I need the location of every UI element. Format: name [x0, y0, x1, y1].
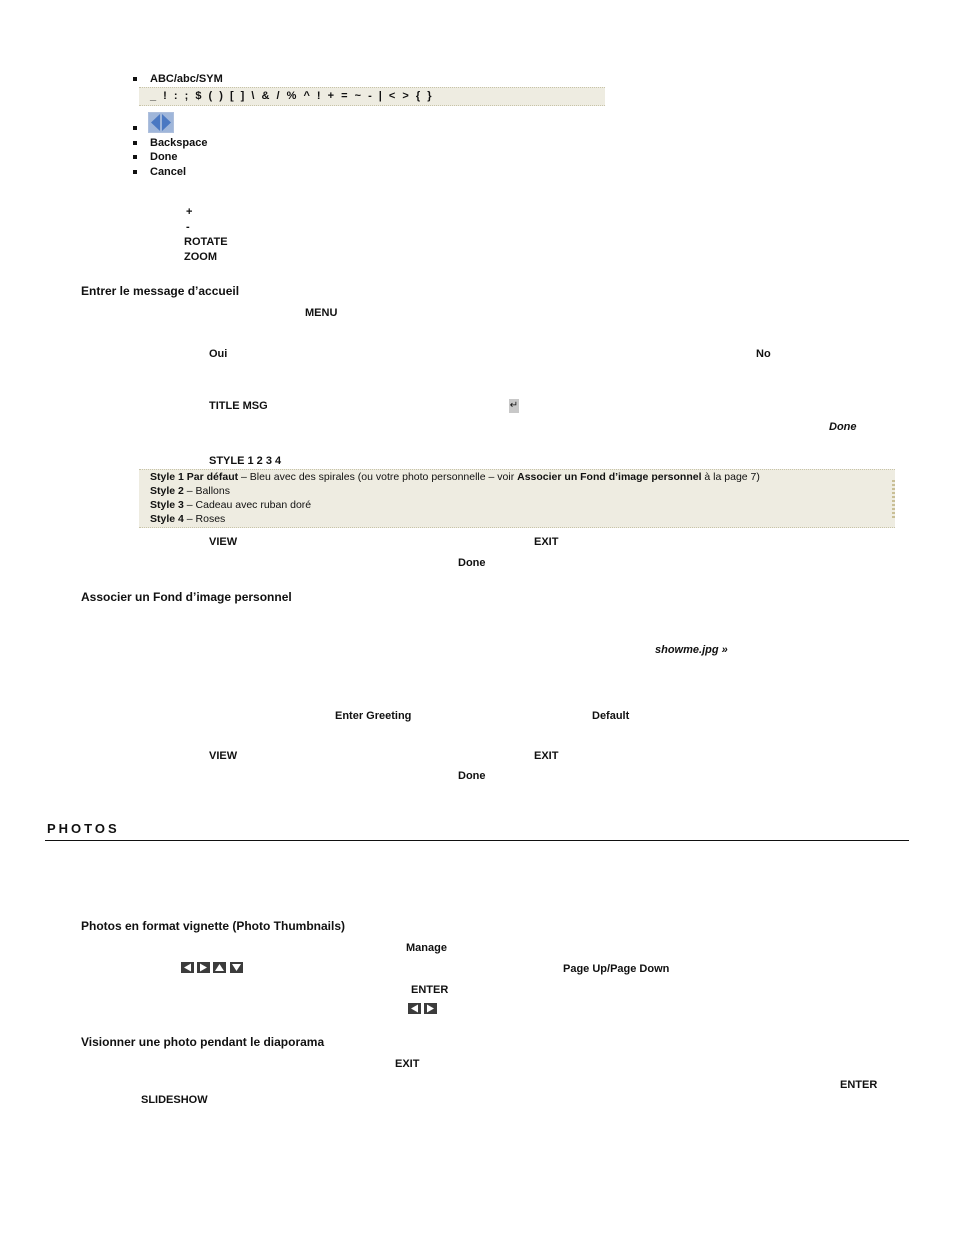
done-italic-label: Done — [829, 421, 857, 433]
rotate-label: ROTATE — [184, 236, 228, 248]
style-desc-end: à la page 7) — [701, 471, 760, 483]
bullet — [133, 155, 137, 159]
style-name: Style 3 — [150, 499, 184, 511]
yes-label: Oui — [209, 348, 228, 360]
right-arrow-icon — [197, 962, 210, 973]
style-desc: – Bleu avec des spirales (ou votre photo personnelle – voir — [238, 471, 518, 483]
symbol-row-box — [139, 87, 605, 106]
style-desc: – Roses — [183, 513, 226, 525]
down-arrow-icon — [230, 962, 243, 973]
left-arrow-icon — [408, 1003, 421, 1014]
done-label: Done — [150, 151, 178, 163]
style-name: Style 2 — [150, 485, 184, 497]
minus-label: - — [186, 221, 190, 233]
page-up-down-label: Page Up/Page Down — [563, 963, 670, 975]
exit-label: EXIT — [395, 1058, 420, 1070]
slideshow-label: SLIDESHOW — [141, 1094, 208, 1106]
enter-key-icon: ↵ — [509, 400, 519, 411]
up-arrow-icon — [213, 962, 226, 973]
view-label: VIEW — [209, 536, 238, 548]
enter-greeting-label: Enter Greeting — [335, 710, 412, 722]
box-edge-marker — [892, 480, 895, 520]
zoom-label: ZOOM — [184, 251, 217, 263]
manage-label: Manage — [406, 942, 447, 954]
style-label: STYLE 1 2 3 4 — [209, 455, 282, 467]
done-label: Done — [458, 557, 486, 569]
section-title: Visionner une photo pendant le diaporama — [81, 1035, 325, 1049]
filename-label: showme.jpg » — [655, 644, 728, 656]
title-msg-label: TITLE MSG — [209, 400, 268, 412]
done-label: Done — [458, 770, 486, 782]
style-1-line — [150, 471, 760, 484]
style-2-line — [150, 485, 230, 498]
style-name: Style 1 Par défaut — [150, 471, 239, 483]
section-title: Entrer le message d’accueil — [81, 284, 240, 298]
section-title: Photos en format vignette (Photo Thumbnails) — [81, 919, 345, 933]
bullet — [133, 126, 137, 130]
style-desc: – Cadeau avec ruban doré — [183, 499, 312, 511]
style-name: Style 4 — [150, 513, 184, 525]
plus-label: + — [186, 206, 193, 218]
heading-rule — [45, 840, 909, 841]
exit-label: EXIT — [534, 536, 559, 548]
backspace-label: Backspace — [150, 137, 208, 149]
exit-label: EXIT — [534, 750, 559, 762]
default-label: Default — [592, 710, 630, 722]
style-3-line — [150, 499, 311, 512]
style-4-line — [150, 513, 225, 526]
enter-label: ENTER — [840, 1079, 878, 1091]
section-title: Associer un Fond d’image personnel — [81, 590, 292, 604]
no-label: No — [756, 348, 771, 360]
view-label: VIEW — [209, 750, 238, 762]
abc-sym-label: ABC/abc/SYM — [150, 73, 223, 85]
symbol-characters: _ ! : ; $ ( ) [ ] \ & / % ^ ! + = ~ - | < > { } — [150, 90, 432, 102]
enter-label: ENTER — [411, 984, 449, 996]
left-right-arrows-icon — [148, 112, 174, 133]
left-arrow-icon — [181, 962, 194, 973]
right-arrow-icon — [424, 1003, 437, 1014]
cancel-label: Cancel — [150, 166, 187, 178]
bullet — [133, 170, 137, 174]
photos-heading: PHOTOS — [47, 821, 120, 836]
style-link[interactable]: Associer un Fond d’image personnel — [517, 471, 702, 483]
bullet — [133, 77, 137, 81]
menu-key-label: MENU — [305, 307, 338, 319]
bullet — [133, 141, 137, 145]
style-desc: – Ballons — [183, 485, 230, 497]
styles-box — [139, 469, 895, 528]
